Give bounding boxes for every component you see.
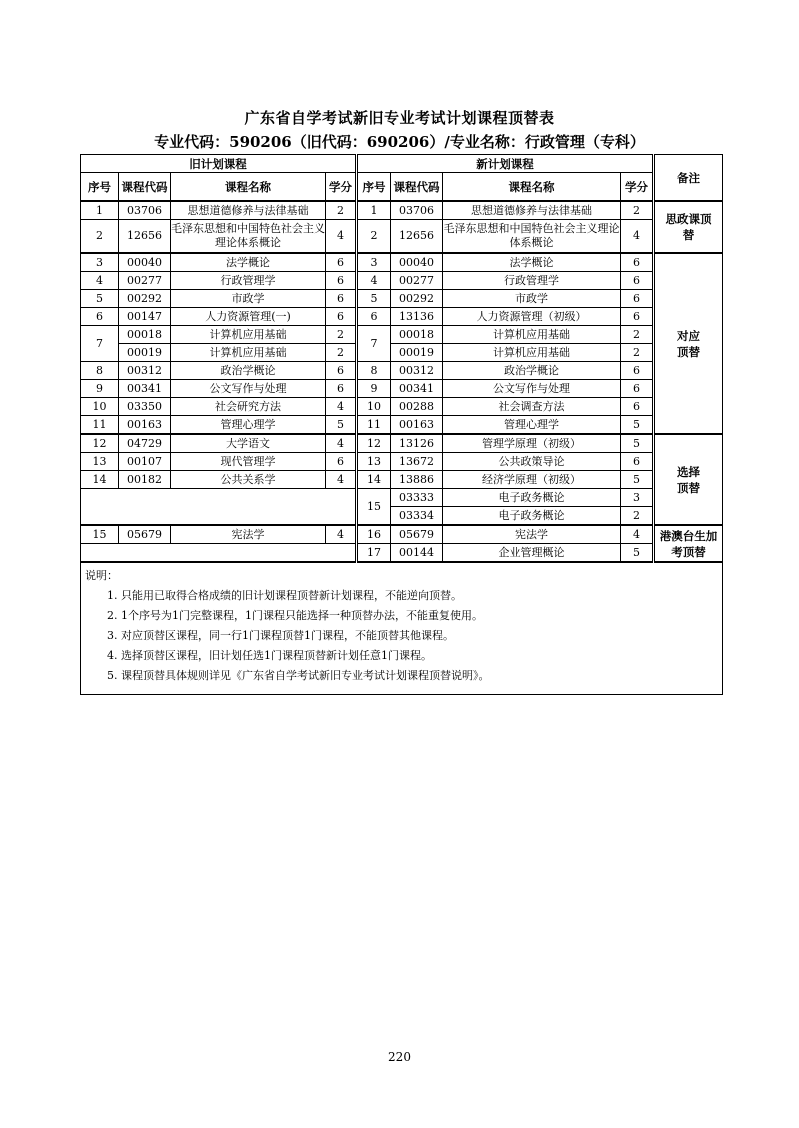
table-row: 14 00182 公共关系学 4 14 13886 经济学原理（初级） 5 [81,471,723,489]
notes-label: 说明： [85,569,118,582]
table-row: 4 00277 行政管理学 6 4 00277 行政管理学 6 [81,272,723,290]
page-number: 220 [388,1050,411,1064]
document-subtitle: 专业代码：590206（旧代码：690206）/专业名称：行政管理（专科） [154,133,645,151]
new-seq-header: 序号 [357,173,391,202]
table-row: 15 03333 电子政务概论 3 [81,489,723,507]
remark-header: 备注 [654,155,723,202]
remark-group-2: 对应顶替 [654,253,723,434]
new-plan-header: 新计划课程 [357,155,654,173]
table-row: 3 00040 法学概论 6 3 00040 法学概论 6 对应顶替 [81,253,723,272]
new-code-header: 课程代码 [391,173,443,202]
document-title: 广东省自学考试新旧专业考试计划课程顶替表 [244,109,555,127]
table-row: 7 00018 计算机应用基础 2 7 00018 计算机应用基础 2 [81,326,723,344]
new-credit-header: 学分 [621,173,654,202]
table-row: 2 12656 毛泽东思想和中国特色社会主义理论体系概论 4 2 12656 毛泽东思想和中国特色社会主义理论体系概论 4 [81,220,723,254]
table-row: 11 00163 管理心理学 5 11 00163 管理心理学 5 [81,416,723,435]
remark-group-3: 选择顶替 [654,434,723,525]
remark-group-1: 思政课顶替 [654,201,723,253]
old-name-header: 课程名称 [171,173,326,202]
table-row: 03334 电子政务概论 2 [81,507,723,526]
note-item: 5. 课程顶替具体规则详见《广东省自学考试新旧专业考试计划课程顶替说明》。 [107,669,490,682]
table-row: 00019 计算机应用基础 2 00019 计算机应用基础 2 [81,344,723,362]
note-item: 4. 选择顶替区课程，旧计划任选1门课程顶替新计划任意1门课程。 [107,649,432,662]
table-row: 8 00312 政治学概论 6 8 00312 政治学概论 6 [81,362,723,380]
old-credit-header: 学分 [326,173,357,202]
table-row: 17 00144 企业管理概论 5 [81,544,723,563]
table-row: 5 00292 市政学 6 5 00292 市政学 6 [81,290,723,308]
table-row: 15 05679 宪法学 4 16 05679 宪法学 4 港澳台生加考顶替 [81,525,723,544]
table-row: 12 04729 大学语文 4 12 13126 管理学原理（初级） 5 选择顶替 [81,434,723,453]
old-seq-header: 序号 [81,173,119,202]
note-item: 2. 1个序号为1门完整课程，1门课程只能选择一种顶替办法，不能重复使用。 [107,609,483,622]
table-row: 13 00107 现代管理学 6 13 13672 公共政策导论 6 [81,453,723,471]
note-item: 3. 对应顶替区课程，同一行1门课程顶替1门课程，不能顶替其他课程。 [107,629,454,642]
course-replacement-table [80,154,723,695]
table-row: 1 03706 思想道德修养与法律基础 2 1 03706 思想道德修养与法律基础 2 思政课顶替 [81,201,723,220]
table-row: 10 03350 社会研究方法 4 10 00288 社会调查方法 6 [81,398,723,416]
new-name-header: 课程名称 [443,173,621,202]
table-row: 9 00341 公文写作与处理 6 9 00341 公文写作与处理 6 [81,380,723,398]
old-plan-header: 旧计划课程 [81,155,357,173]
note-item: 1. 只能用已取得合格成绩的旧计划课程顶替新计划课程，不能逆向顶替。 [107,589,462,602]
notes-section [81,562,723,695]
remark-group-4: 港澳台生加考顶替 [654,525,723,562]
table-row: 6 00147 人力资源管理(一) 6 6 13136 人力资源管理（初级） 6 [81,308,723,326]
old-code-header: 课程代码 [119,173,171,202]
